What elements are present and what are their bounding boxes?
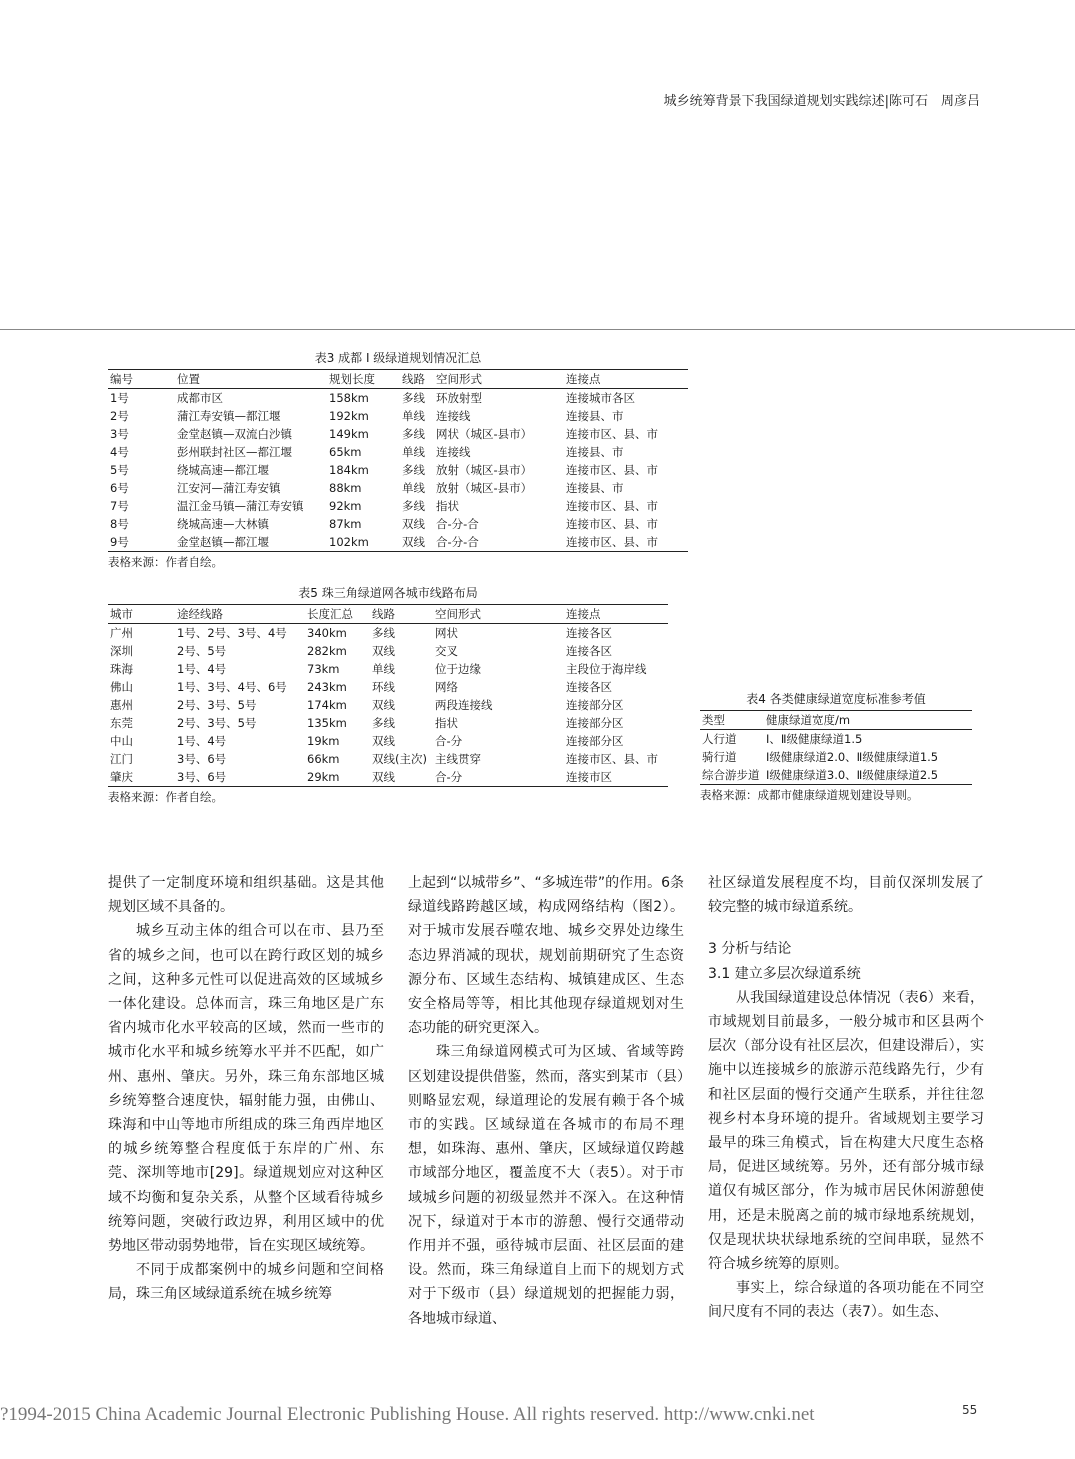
table-row	[108, 443, 688, 461]
table-cell: 中山	[110, 734, 133, 748]
paragraph: 珠三角绿道网模式可为区域、省域等跨区划建设提供借鉴，然而，落实到某市（县）则略显宏观，绿道理论的发展有赖于各个城市的实践。区域绿道在各城市的布局不理想，如珠海、惠州、肇庆，区域绿道仅跨越市域部分地区，覆盖度不大（表5）。对于市域城乡问题的初级显然并不深入。在这种情况下，绿道对于本市的游憩、慢行交通带动作用并不强，亟待城市层面、社区层面的建设。然而，珠三角绿道自上而下的规划方式对于下级市（县）绿道规划的把握能力弱，各地城市绿道、	[408, 1044, 684, 1327]
table-cell: 位于边缘	[435, 662, 481, 676]
text-column-2	[408, 871, 684, 1331]
table-cell: 网状	[435, 626, 458, 640]
paragraph: 上起到“以城带乡”、“多城连带”的作用。6条绿道线路跨越区域，构成网络结构（图2）。对于城市发展吞噬农地、城乡交界处边缘生态边界消减的现状，规划前期研究了生态资源分布、区域生态结构、城镇建成区、生态安全格局等等，相比其他现存绿道规划对生态功能的研究更深入。	[408, 875, 684, 1037]
table-cell: 4号	[110, 445, 129, 459]
col-header: 位置	[175, 370, 327, 389]
paragraph: 不同于成都案例中的城乡问题和空间格局，珠三角区域绿道系统在城乡统筹	[108, 1262, 384, 1303]
table-cell: 连接城市各区	[566, 391, 635, 405]
table-row	[108, 714, 668, 732]
table-row	[108, 389, 688, 408]
table-cell: 2号、3号、5号	[177, 698, 257, 712]
paragraph: 事实上，综合绿道的各项功能在不同空间尺度有不同的表达（表7）。如生态、	[708, 1280, 984, 1321]
table-cell: 3号、6号	[177, 752, 227, 766]
table-cell: 合-分	[433, 768, 564, 787]
table-cell: 环放射型	[436, 391, 482, 405]
table-cell: 连接各区	[566, 626, 612, 640]
table-cell: 指状	[436, 499, 459, 513]
table-cell: 88km	[329, 481, 362, 495]
col-header: 连接点	[564, 605, 668, 624]
page-number: 55	[962, 1403, 978, 1417]
table-cell: 放射（城区-县市）	[436, 463, 533, 477]
table-cell: 东莞	[110, 716, 133, 730]
table-cell: 双线	[370, 768, 433, 787]
table-cell: Ⅰ级健康绿道3.0、Ⅱ级健康绿道2.5	[764, 766, 972, 785]
table-cell: 主线贯穿	[435, 752, 481, 766]
table-caption: 表5 珠三角绿道网各城市线路布局	[298, 586, 478, 600]
table-row	[700, 730, 972, 749]
table-row	[108, 407, 688, 425]
table-cell: 66km	[307, 752, 340, 766]
section-heading: 3 分析与结论	[708, 941, 792, 958]
table-cell: 连接市区、县、市	[566, 463, 658, 477]
table-row	[108, 750, 668, 768]
table-row	[108, 660, 668, 678]
table-cell: 连接县、市	[566, 409, 624, 423]
table-cell: 指状	[435, 716, 458, 730]
table-cell: 江安河—蒲江寿安镇	[177, 481, 281, 495]
table-cell: 340km	[307, 626, 347, 640]
table-cell: 135km	[307, 716, 347, 730]
table-cell: 合-分-合	[436, 517, 479, 531]
paragraph: 城乡互动主体的组合可以在市、县乃至省的城乡之间，也可以在跨行政区划的城乡之间，这种多元性可以促进高效的区域城乡一体化建设。总体而言，珠三角地区是广东省内城市化水平较高的区域，然而一些市的城市化水平和城乡统筹水平并不匹配，如广州、惠州、肇庆。另外，珠三角东部地区城乡统筹整合速度快，辐射能力强，由佛山、珠海和中山等地市所组成的珠三角西岸地区的城乡统筹整合程度低于东岸的广州、东莞、深圳等地市[29]。绿道规划应对这种区域不均衡和复杂关系，从整个区域看待城乡统筹问题，突破行政边界，利用区域中的优势地区带动弱势地带，旨在实现区域统筹。	[108, 923, 384, 1255]
table-cell: 连接市区、县、市	[566, 517, 658, 531]
col-header: 类型	[700, 711, 764, 730]
table-row	[108, 425, 688, 443]
table-row	[108, 678, 668, 696]
col-header: 空间形式	[434, 370, 564, 389]
table-cell: 惠州	[110, 698, 133, 712]
table-cell: 6号	[110, 481, 129, 495]
table-cell: 多线	[402, 499, 425, 513]
table-cell: 连接市区、县、市	[566, 427, 658, 441]
table-cell: 1号、3号、4号、6号	[177, 680, 287, 694]
table-cell: 连接市区	[564, 768, 668, 787]
table-cell: 87km	[329, 517, 362, 531]
table-cell: 1号	[110, 391, 129, 405]
table-row	[108, 497, 688, 515]
table-header-row	[700, 711, 972, 730]
table-cell: 2号、5号	[177, 644, 227, 658]
col-header: 规划长度	[327, 370, 400, 389]
table-cell: 放射（城区-县市）	[436, 481, 533, 495]
table-row	[700, 766, 972, 785]
table-cell: 2号、3号、5号	[177, 716, 257, 730]
paragraph: 提供了一定制度环境和组织基础。这是其他规划区域不具备的。	[108, 875, 384, 916]
table-cell: 交叉	[435, 644, 458, 658]
table-cell: 92km	[329, 499, 362, 513]
table-cell: 连接市区、县、市	[564, 533, 688, 552]
table-cell: 连接各区	[566, 680, 612, 694]
table-cell: 149km	[329, 427, 369, 441]
table-cell: 两段连接线	[435, 698, 493, 712]
table-cell: 8号	[110, 517, 129, 531]
table-row	[108, 479, 688, 497]
table-cell: 1号、4号	[177, 734, 227, 748]
table-caption: 表4 各类健康绿道宽度标准参考值	[746, 692, 926, 706]
table-cell: 单线	[402, 481, 425, 495]
table-cell: 骑行道	[702, 750, 737, 764]
table-5-grid	[108, 604, 668, 787]
table-cell: 243km	[307, 680, 347, 694]
table-cell: 多线	[402, 427, 425, 441]
table-cell: 连接部分区	[566, 734, 624, 748]
table-cell: 连接市区、县、市	[566, 752, 658, 766]
col-header: 连接点	[564, 370, 688, 389]
table-row	[108, 768, 668, 787]
col-header: 线路	[370, 605, 433, 624]
header-divider	[0, 329, 1075, 330]
table-header-row	[108, 605, 668, 624]
table-cell: 1号、4号	[177, 662, 227, 676]
table-cell: 佛山	[110, 680, 133, 694]
table-cell: 192km	[329, 409, 369, 423]
table-cell: 双线(主次)	[372, 752, 427, 766]
table-3	[108, 349, 688, 570]
table-cell: 金堂赵镇—都江堰	[175, 533, 327, 552]
table-header-row	[108, 370, 688, 389]
table-cell: 多线	[372, 716, 395, 730]
table-row	[108, 624, 668, 643]
table-cell: 连接县、市	[566, 481, 624, 495]
table-cell: 深圳	[110, 644, 133, 658]
table-cell: 单线	[402, 409, 425, 423]
table-cell: 3号	[110, 427, 129, 441]
table-cell: 多线	[372, 626, 395, 640]
table-cell: 成都市区	[177, 391, 223, 405]
paragraph: 从我国绿道建设总体情况（表6）来看，市域规划目前最多，一般分城市和区县两个层次（部分设有社区层次，但建设滞后），实施中以连接城乡的旅游示范线路先行，少有和社区层面的慢行交通产生联系，并往往忽视乡村本身环境的提升。省域规划主要学习最早的珠三角模式，旨在构建大尺度生态格局，促进区域统筹。另外，还有部分城市绿道仅有城区部分，作为城市居民休闲游憩使用，还是未脱离之前的城市绿地系统规划，仅是现状块状绿地系统的空间串联，显然不符合城乡统筹的原则。	[708, 989, 984, 1273]
table-caption: 表3 成都 I 级绿道规划情况汇总	[314, 351, 482, 365]
table-source: 表格来源：作者自绘。	[108, 790, 223, 804]
table-cell: 65km	[329, 445, 362, 459]
table-cell: 绕城高速—大林镇	[177, 517, 269, 531]
table-cell: Ⅰ级健康绿道2.0、Ⅱ级健康绿道1.5	[766, 750, 939, 764]
table-cell: 双线	[372, 698, 395, 712]
table-cell: 连接各区	[566, 644, 612, 658]
col-header: 途经线路	[175, 605, 305, 624]
table-cell: 双线	[372, 734, 395, 748]
table-cell: 7号	[110, 499, 129, 513]
table-row	[108, 461, 688, 479]
table-cell: 彭州联封社区—都江堰	[177, 445, 292, 459]
table-cell: 单线	[372, 662, 395, 676]
subsection-heading: 3.1 建立多层次绿道系统	[708, 965, 861, 982]
table-5	[108, 584, 668, 805]
table-row	[108, 732, 668, 750]
col-header: 长度汇总	[305, 605, 370, 624]
table-source: 表格来源：成都市健康绿道规划建设导则。	[700, 788, 919, 802]
table-cell: 双线	[372, 644, 395, 658]
table-cell: Ⅰ、Ⅱ级健康绿道1.5	[766, 732, 863, 746]
table-cell: 江门	[110, 752, 133, 766]
table-cell: 174km	[307, 698, 347, 712]
table-cell: 主段位于海岸线	[566, 662, 647, 676]
table-cell: 19km	[307, 734, 340, 748]
table-cell: 9号	[108, 533, 175, 552]
table-row	[108, 642, 668, 660]
table-3-grid	[108, 369, 688, 552]
table-cell: 综合游步道	[700, 766, 764, 785]
table-cell: 金堂赵镇—双流白沙镇	[177, 427, 292, 441]
table-cell: 多线	[402, 391, 425, 405]
table-4	[700, 690, 972, 803]
table-cell: 5号	[110, 463, 129, 477]
col-header: 线路	[400, 370, 434, 389]
table-row	[108, 533, 688, 552]
col-header: 空间形式	[433, 605, 564, 624]
table-cell: 2号	[110, 409, 129, 423]
table-cell: 184km	[329, 463, 369, 477]
table-cell: 73km	[307, 662, 340, 676]
table-cell: 连接市区、县、市	[566, 499, 658, 513]
table-row	[108, 515, 688, 533]
table-cell: 连接部分区	[566, 716, 624, 730]
table-cell: 29km	[305, 768, 370, 787]
copyright-footer: ?1994-2015 China Academic Journal Electronic Publishing House. All rights reserved. http://www.cnki.net	[0, 1404, 815, 1425]
table-source: 表格来源：作者自绘。	[108, 555, 223, 569]
table-cell: 单线	[402, 445, 425, 459]
text-column-3	[708, 871, 984, 1325]
table-row	[108, 696, 668, 714]
table-cell: 连接县、市	[566, 445, 624, 459]
table-cell: 温江金马镇—蒲江寿安镇	[177, 499, 304, 513]
paragraph: 社区绿道发展程度不均，目前仅深圳发展了较完整的城市绿道系统。	[708, 875, 984, 916]
col-header: 城市	[108, 605, 175, 624]
table-cell: 绕城高速—都江堰	[177, 463, 269, 477]
table-cell: 双线	[402, 517, 425, 531]
table-4-grid	[700, 710, 972, 785]
table-cell: 蒲江寿安镇—都江堰	[177, 409, 281, 423]
table-cell: 连接线	[436, 409, 471, 423]
text-column-1	[108, 871, 384, 1307]
table-cell: 3号、6号	[175, 768, 305, 787]
table-cell: 282km	[307, 644, 347, 658]
running-header: 城乡统筹背景下我国绿道规划实践综述|陈可石 周彦吕	[663, 94, 980, 109]
table-cell: 1号、2号、3号、4号	[177, 626, 287, 640]
table-cell: 网络	[435, 680, 458, 694]
table-cell: 合-分	[435, 734, 463, 748]
table-cell: 珠海	[110, 662, 133, 676]
table-cell: 连接部分区	[566, 698, 624, 712]
table-cell: 连接线	[436, 445, 471, 459]
table-cell: 合-分-合	[434, 533, 564, 552]
table-cell: 102km	[327, 533, 400, 552]
table-cell: 多线	[402, 463, 425, 477]
col-header: 编号	[108, 370, 175, 389]
table-cell: 肇庆	[108, 768, 175, 787]
table-cell: 人行道	[702, 732, 737, 746]
table-cell: 双线	[400, 533, 434, 552]
table-cell: 网状（城区-县市）	[436, 427, 533, 441]
table-row	[700, 748, 972, 766]
table-cell: 环线	[372, 680, 395, 694]
table-cell: 158km	[329, 391, 369, 405]
table-cell: 广州	[110, 626, 133, 640]
col-header: 健康绿道宽度/m	[764, 711, 972, 730]
